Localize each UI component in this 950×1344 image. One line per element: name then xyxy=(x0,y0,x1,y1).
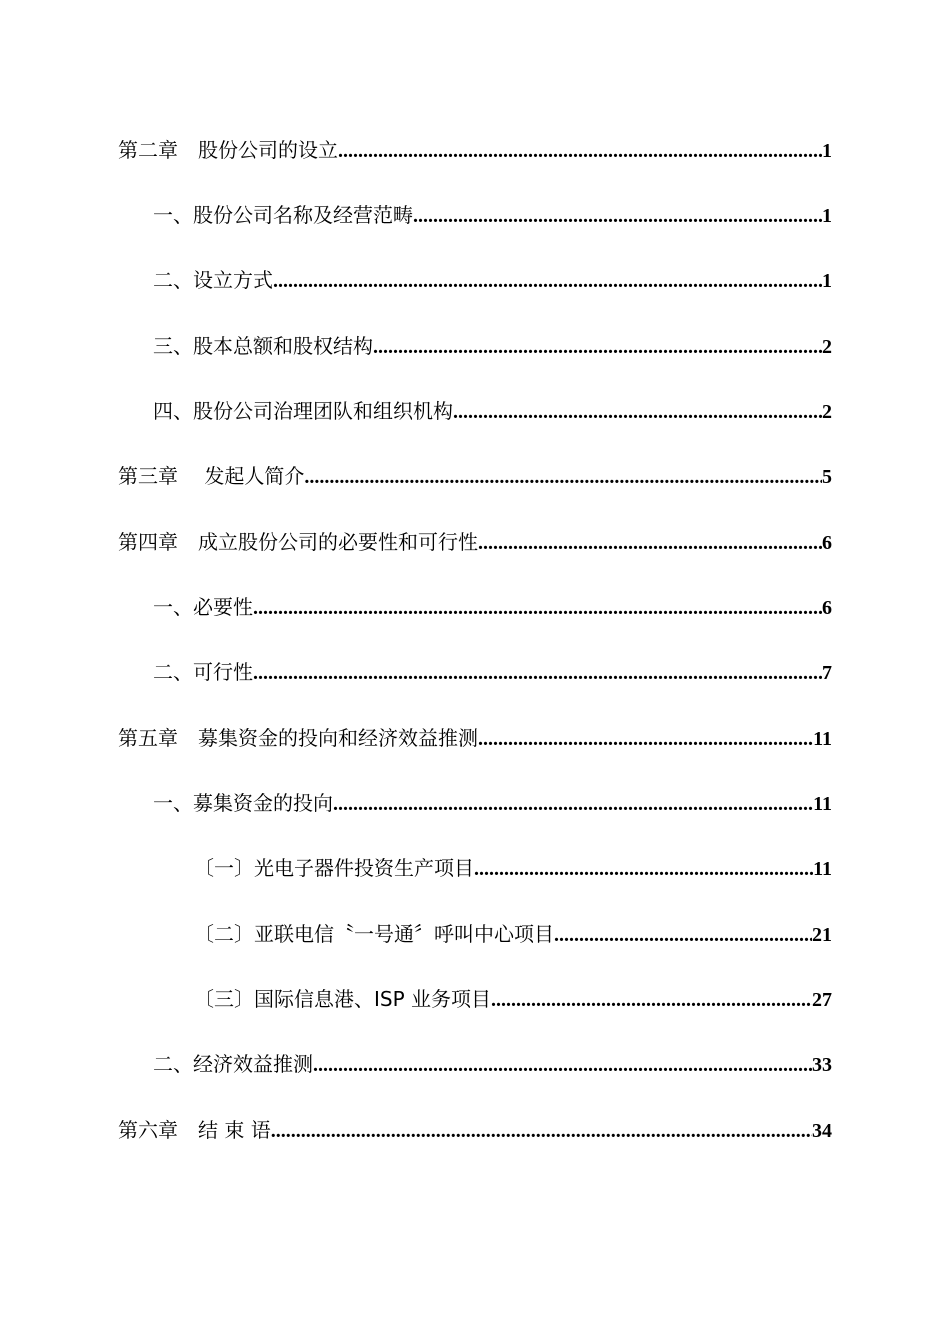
toc-dot-leader xyxy=(413,201,822,231)
toc-entry-section[interactable] xyxy=(153,331,832,361)
toc-entry-title: 〔三〕国际信息港、ISP 业务项目 xyxy=(194,987,492,1011)
toc-entry-section[interactable] xyxy=(153,1049,832,1079)
toc-dot-leader xyxy=(491,985,812,1015)
toc-entry-chapter-5[interactable] xyxy=(118,723,832,753)
toc-entry-section[interactable] xyxy=(153,396,832,426)
toc-entry-page: 1 xyxy=(822,140,832,162)
toc-entry-page: 2 xyxy=(822,336,832,358)
toc-entry-chapter-3[interactable] xyxy=(118,461,832,491)
toc-entry-page: 1 xyxy=(822,270,832,292)
toc-entry-page: 27 xyxy=(812,989,832,1011)
toc-dot-leader xyxy=(253,658,822,688)
toc-entry-chapter-6[interactable] xyxy=(118,1115,832,1145)
toc-entry-page: 11 xyxy=(813,793,832,815)
toc-entry-page: 11 xyxy=(813,858,832,880)
toc-entry-subsection[interactable] xyxy=(194,984,832,1014)
toc-entry-title: 二、经济效益推测 xyxy=(153,1052,313,1076)
toc-dot-leader xyxy=(338,136,822,166)
toc-entry-title: 四、股份公司治理团队和组织机构 xyxy=(153,399,453,423)
toc-dot-leader xyxy=(271,1116,812,1146)
toc-entry-page: 11 xyxy=(813,728,832,750)
toc-entry-page: 6 xyxy=(822,597,832,619)
toc-entry-title: 〔一〕光电子器件投资生产项目 xyxy=(194,856,474,880)
toc-entry-page: 34 xyxy=(812,1120,832,1142)
toc-entry-section[interactable] xyxy=(153,200,832,230)
toc-entry-chapter-2[interactable] xyxy=(118,135,832,165)
toc-dot-leader xyxy=(313,1050,812,1080)
toc-entry-page: 1 xyxy=(822,205,832,227)
toc-entry-title: 第六章 结 束 语 xyxy=(118,1118,271,1142)
toc-entry-subsection[interactable] xyxy=(194,853,832,883)
toc-entry-title: 〔二〕亚联电信〝一号通〞呼叫中心项目 xyxy=(194,922,554,946)
toc-entry-page: 5 xyxy=(822,466,832,488)
toc-entry-title: 一、股份公司名称及经营范畴 xyxy=(153,203,413,227)
toc-entry-page: 33 xyxy=(812,1054,832,1076)
toc-dot-leader xyxy=(478,724,813,754)
toc-dot-leader xyxy=(478,528,822,558)
toc-dot-leader xyxy=(333,789,813,819)
toc-entry-chapter-4[interactable] xyxy=(118,527,832,557)
toc-dot-leader xyxy=(554,920,812,950)
toc-entry-page: 7 xyxy=(822,662,832,684)
toc-dot-leader xyxy=(373,332,822,362)
toc-dot-leader xyxy=(253,593,822,623)
toc-entry-page: 2 xyxy=(822,401,832,423)
toc-dot-leader xyxy=(304,462,822,492)
toc-entry-title: 第四章 成立股份公司的必要性和可行性 xyxy=(118,530,478,554)
toc-entry-page: 6 xyxy=(822,532,832,554)
toc-entry-title: 一、必要性 xyxy=(153,595,253,619)
toc-entry-section[interactable] xyxy=(153,592,832,622)
toc-dot-leader xyxy=(453,397,822,427)
toc-entry-section[interactable] xyxy=(153,788,832,818)
toc-entry-title: 第三章 发起人简介 xyxy=(118,464,305,488)
toc-entry-title: 二、可行性 xyxy=(153,660,253,684)
toc-entry-section[interactable] xyxy=(153,265,832,295)
toc-entry-title: 三、股本总额和股权结构 xyxy=(153,334,373,358)
toc-entry-section[interactable] xyxy=(153,657,832,687)
toc-dot-leader xyxy=(273,266,822,296)
toc-dot-leader xyxy=(474,854,813,884)
toc-entry-title: 一、募集资金的投向 xyxy=(153,791,333,815)
toc-entry-title: 第五章 募集资金的投向和经济效益推测 xyxy=(118,726,478,750)
toc-entry-subsection[interactable] xyxy=(194,919,832,949)
toc-entry-title: 第二章 股份公司的设立 xyxy=(118,138,338,162)
toc-entry-page: 21 xyxy=(812,924,832,946)
toc-entry-title: 二、设立方式 xyxy=(153,268,273,292)
